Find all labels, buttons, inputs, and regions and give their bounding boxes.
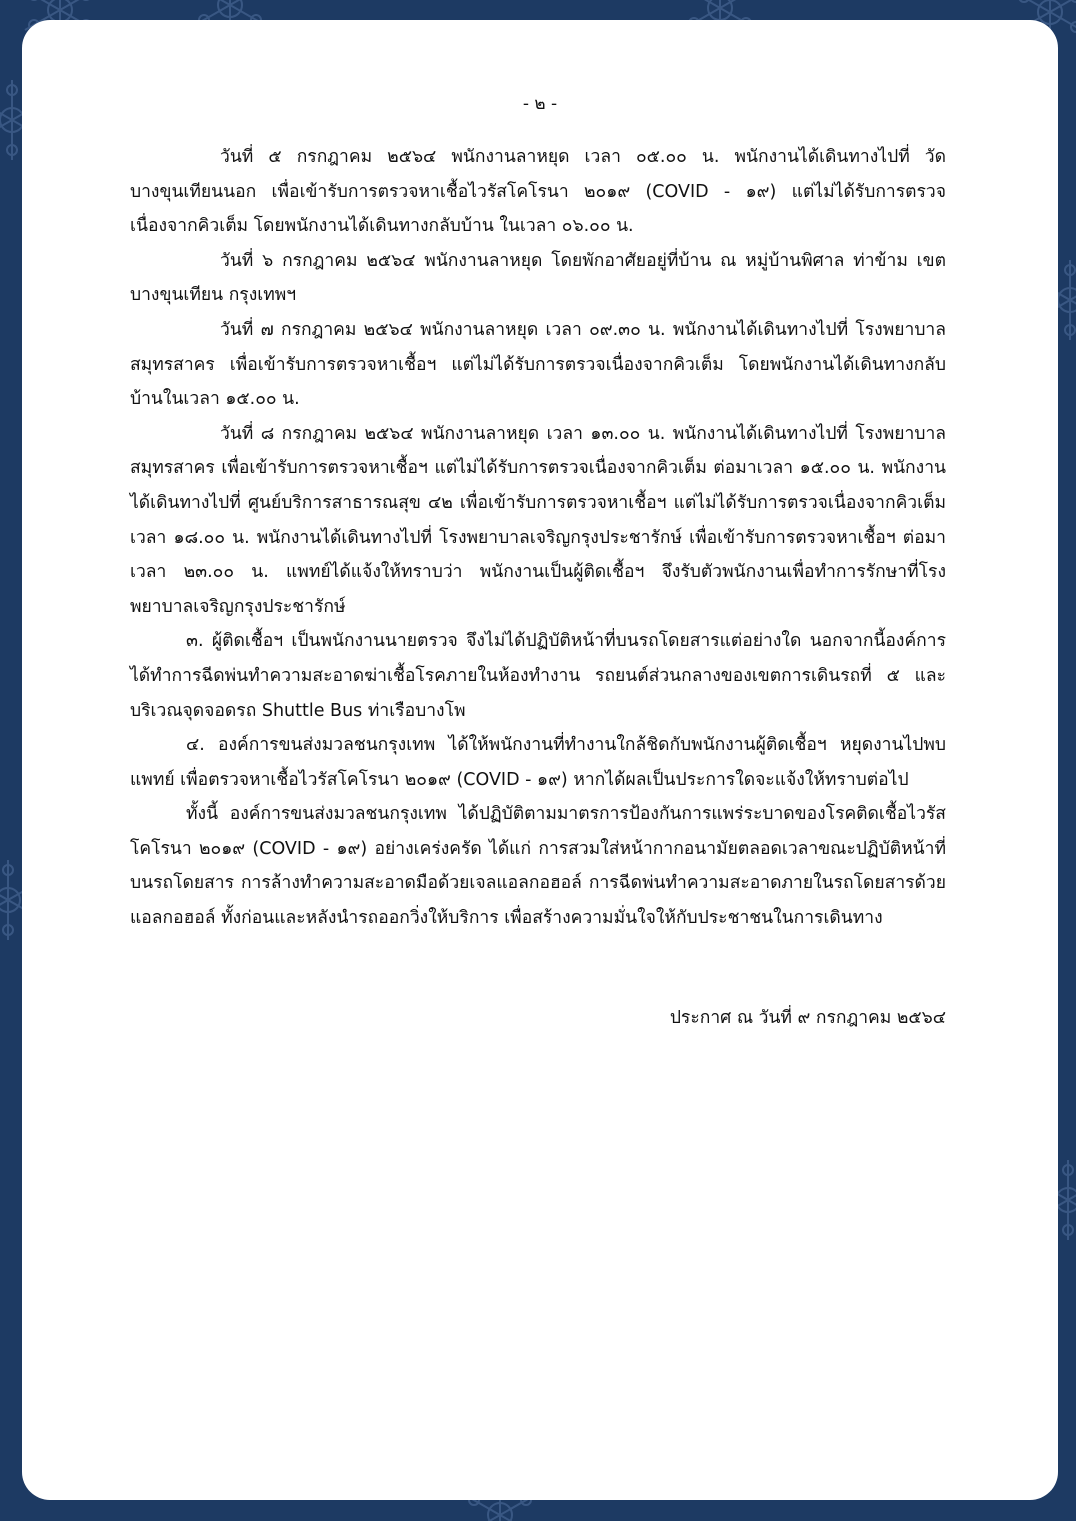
paragraph-july-5: วันที่ ๕ กรกฎาคม ๒๕๖๔ พนักงานลาหยุด เวลา ๐๕.๐๐ น. พนักงานได้เดินทางไปที่ วัดบางขุนเทียนนอก เพื่อเข้ารับการตรวจหาเชื้อไวรัสโคโรนา ๒๐๑๙ (COVID - ๑๙) แต่ไม่ได้รับการตรวจ เนื่องจากคิวเต็ม โดยพนักงานได้เดินทางกลับบ้าน ในเวลา ๐๖.๐๐ น. [130, 147, 946, 237]
paragraph-measures: ทั้งนี้ องค์การขนส่งมวลชนกรุงเทพ ได้ปฏิบัติตามมาตรการป้องกันการแพร่ระบาดของโรคติดเชื้อไวรัสโคโรนา ๒๐๑๙ (COVID - ๑๙) อย่างเคร่งครัด ได้แก่ การสวมใส่หน้ากากอนามัยตลอดเวลาขณะปฏิบัติหน้าที่บนรถโดยสาร การล้างทำความสะอาดมือด้วยเจลแอลกอฮอล์ การฉีดพ่นทำความสะอาดภายในรถโดยสารด้วยแอลกอฮอล์ ทั้งก่อนและหลังนำรถออกวิ่งให้บริการ เพื่อสร้างความมั่นใจให้กับประชาชนในการเดินทาง [130, 804, 946, 929]
document-body [130, 140, 946, 936]
paragraph-july-7: วันที่ ๗ กรกฎาคม ๒๕๖๔ พนักงานลาหยุด เวลา ๐๙.๓๐ น. พนักงานได้เดินทางไปที่ โรงพยาบาลสมุทรสาคร เพื่อเข้ารับการตรวจหาเชื้อฯ แต่ไม่ได้รับการตรวจเนื่องจากคิวเต็ม โดยพนักงานได้เดินทางกลับบ้านในเวลา ๑๕.๐๐ น. [130, 319, 946, 410]
paragraph-item-3: ๓. ผู้ติดเชื้อฯ เป็นพนักงานนายตรวจ จึงไม่ได้ปฏิบัติหน้าที่บนรถโดยสารแต่อย่างใด นอกจากนี้องค์การได้ทำการฉีดพ่นทำความสะอาดฆ่าเชื้อโรคภายในห้องทำงาน รถยนต์ส่วนกลางของเขตการเดินรถที่ ๕ และบริเวณจุดจอดรถ Shuttle Bus ท่าเรือบางโพ [130, 631, 946, 721]
announcement-date: ประกาศ ณ วันที่ ๙ กรกฎาคม ๒๕๖๔ [669, 1008, 946, 1028]
paragraph-july-8: วันที่ ๘ กรกฎาคม ๒๕๖๔ พนักงานลาหยุด เวลา ๑๓.๐๐ น. พนักงานได้เดินทางไปที่ โรงพยาบาลสมุทรสาคร เพื่อเข้ารับการตรวจหาเชื้อฯ แต่ไม่ได้รับการตรวจเนื่องจากคิวเต็ม ต่อมาเวลา ๑๕.๐๐ น. พนักงานได้เดินทางไปที่ ศูนย์บริการสาธารณสุข ๔๒ เพื่อเข้ารับการตรวจหาเชื้อฯ แต่ไม่ได้รับการตรวจเนื่องจากคิวเต็ม เวลา ๑๘.๐๐ น. พนักงานได้เดินทางไปที่ โรงพยาบาลเจริญกรุงประชารักษ์ เพื่อเข้ารับการตรวจหาเชื้อฯ ต่อมาเวลา ๒๓.๐๐ น. แพทย์ได้แจ้งให้ทราบว่า พนักงานเป็นผู้ติดเชื้อฯ จึงรับตัวพนักงานเพื่อทำการรักษาที่โรงพยาบาลเจริญกรุงประชารักษ์ [130, 423, 946, 617]
document-page [22, 20, 1058, 1500]
page-number: - ๒ - [522, 94, 558, 114]
paragraph-item-4: ๔. องค์การขนส่งมวลชนกรุงเทพ ได้ให้พนักงานที่ทำงานใกล้ชิดกับพนักงานผู้ติดเชื้อฯ หยุดงานไปพบแพทย์ เพื่อตรวจหาเชื้อไวรัสโคโรนา ๒๐๑๙ (COVID - ๑๙) หากได้ผลเป็นประการใดจะแจ้งให้ทราบต่อไป [130, 735, 946, 790]
paragraph-july-6: วันที่ ๖ กรกฎาคม ๒๕๖๔ พนักงานลาหยุด โดยพักอาศัยอยู่ที่บ้าน ณ หมู่บ้านพิศาล ท่าข้าม เขตบางขุนเทียน กรุงเทพฯ [130, 250, 946, 306]
